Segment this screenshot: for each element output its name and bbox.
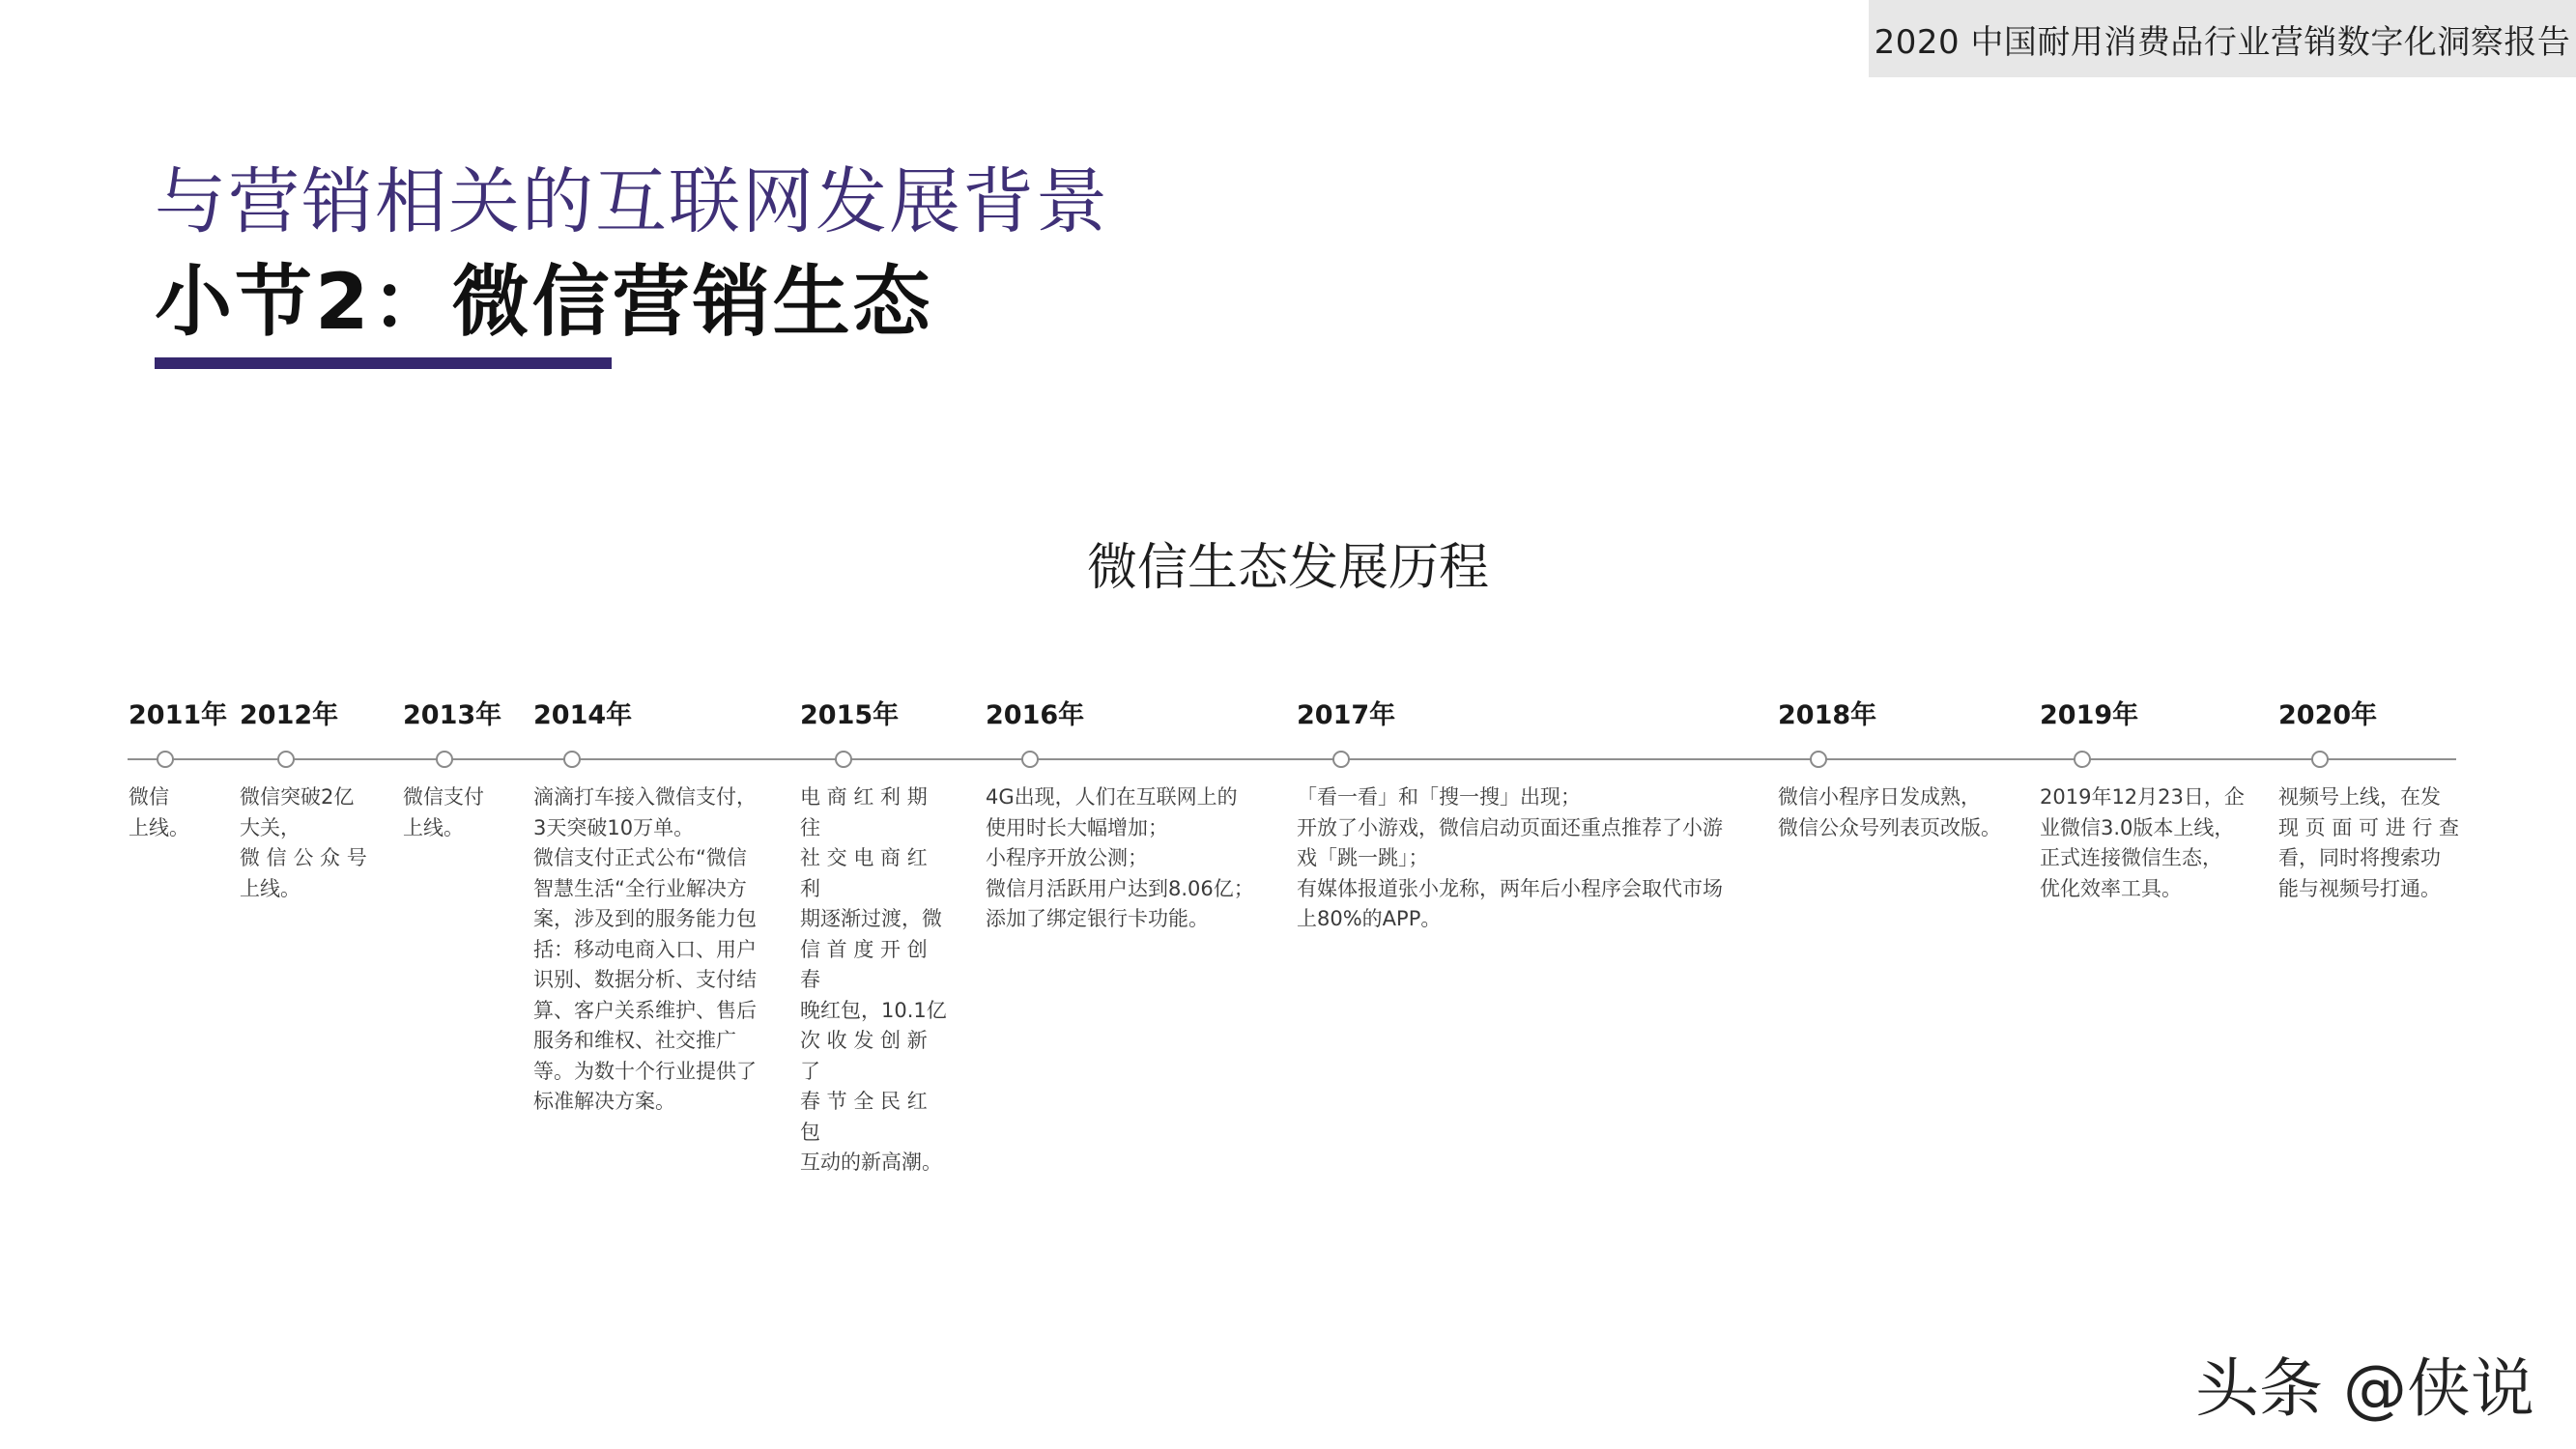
description-line: 期逐渐过渡，微 bbox=[800, 907, 942, 930]
description-line: 案，涉及到的服务能力包 bbox=[533, 907, 757, 930]
timeline-description bbox=[240, 782, 375, 904]
description-line: 正式连接微信生态， bbox=[2040, 846, 2222, 869]
description-line: 「看一看」和「搜一搜」出现； bbox=[1297, 785, 1581, 809]
description-line: 春 节 全 民 红 包 bbox=[800, 1090, 928, 1144]
timeline-year: 2020年 bbox=[2278, 700, 2378, 730]
description-line: 微信月活跃用户达到8.06亿； bbox=[986, 876, 1254, 900]
description-line: 服务和维权、社交推广 bbox=[533, 1029, 736, 1052]
description-line: 微信支付正式公布“微信 bbox=[533, 846, 747, 869]
description-line: 上80%的APP。 bbox=[1297, 907, 1442, 930]
description-line: 算、客户关系维护、售后 bbox=[533, 998, 757, 1022]
slide-subtitle: 与营销相关的互联网发展背景 bbox=[155, 160, 1109, 243]
description-line: 晚红包，10.1亿 bbox=[800, 998, 947, 1022]
description-line: 4G出现，人们在互联网上的 bbox=[986, 785, 1238, 809]
description-line: 信 首 度 开 创 春 bbox=[800, 937, 928, 991]
timeline-marker bbox=[157, 751, 174, 768]
description-line: 有媒体报道张小龙称，两年后小程序会取代市场 bbox=[1297, 876, 1723, 900]
report-title-badge bbox=[1869, 0, 2576, 77]
description-line: 使用时长大幅增加； bbox=[986, 815, 1168, 839]
timeline-marker bbox=[2311, 751, 2329, 768]
timeline-marker bbox=[277, 751, 295, 768]
timeline-description bbox=[800, 782, 950, 1179]
description-line: 微信小程序日发成熟， bbox=[1778, 785, 1981, 809]
timeline-marker bbox=[563, 751, 581, 768]
description-line: 业微信3.0版本上线， bbox=[2040, 815, 2235, 839]
slide-title: 小节2：微信营销生态 bbox=[155, 257, 933, 347]
description-line: 优化效率工具。 bbox=[2040, 876, 2182, 900]
description-line: 视频号上线，在发 bbox=[2278, 785, 2441, 809]
description-line: 小程序开放公测； bbox=[986, 846, 1148, 869]
description-line: 社 交 电 商 红 利 bbox=[800, 846, 928, 900]
timeline-title: 微信生态发展历程 bbox=[1086, 539, 1489, 597]
description-line: 能与视频号打通。 bbox=[2278, 876, 2441, 900]
report-title: 2020 中国耐用消费品行业营销数字化洞察报告 bbox=[1874, 22, 2571, 62]
description-line: 2019年12月23日，企 bbox=[2040, 785, 2245, 809]
timeline-marker bbox=[1810, 751, 1827, 768]
timeline-marker bbox=[2074, 751, 2091, 768]
timeline-description bbox=[986, 782, 1266, 935]
description-line: 大关， bbox=[240, 815, 301, 839]
description-line: 滴滴打车接入微信支付， bbox=[533, 785, 757, 809]
timeline-description bbox=[2278, 782, 2462, 904]
description-line: 智慧生活“全行业解决方 bbox=[533, 876, 747, 900]
timeline-description bbox=[129, 782, 196, 843]
timeline-year: 2014年 bbox=[533, 700, 633, 730]
description-line: 戏「跳一跳」； bbox=[1297, 846, 1429, 869]
timeline-marker bbox=[1332, 751, 1350, 768]
timeline-year: 2013年 bbox=[403, 700, 502, 730]
description-line: 上线。 bbox=[129, 815, 189, 839]
description-line: 开放了小游戏，微信启动页面还重点推荐了小游 bbox=[1297, 815, 1723, 839]
description-line: 微信 bbox=[129, 785, 169, 809]
timeline-year: 2019年 bbox=[2040, 700, 2139, 730]
description-line: 3天突破10万单。 bbox=[533, 815, 695, 839]
description-line: 括：移动电商入口、用户 bbox=[533, 937, 757, 961]
timeline-description bbox=[1778, 782, 2019, 843]
timeline-axis bbox=[128, 758, 2456, 760]
timeline-description bbox=[533, 782, 775, 1118]
description-line: 上线。 bbox=[240, 876, 301, 900]
timeline-marker bbox=[436, 751, 453, 768]
timeline-description bbox=[1297, 782, 1751, 935]
description-line: 看，同时将搜索功 bbox=[2278, 846, 2441, 869]
timeline-year: 2012年 bbox=[240, 700, 339, 730]
title-underline bbox=[155, 357, 612, 369]
description-line: 微信公众号列表页改版。 bbox=[1778, 815, 2001, 839]
description-line: 互动的新高潮。 bbox=[800, 1151, 942, 1174]
description-line: 添加了绑定银行卡功能。 bbox=[986, 907, 1209, 930]
timeline-description bbox=[2040, 782, 2247, 904]
timeline-year: 2016年 bbox=[986, 700, 1085, 730]
description-line: 微信支付 bbox=[403, 785, 484, 809]
timeline-marker bbox=[835, 751, 852, 768]
description-line: 等。为数十个行业提供了 bbox=[533, 1059, 757, 1083]
description-line: 次 收 发 创 新 了 bbox=[800, 1029, 928, 1083]
description-line: 现 页 面 可 进 行 查 bbox=[2278, 815, 2460, 839]
description-line: 识别、数据分析、支付结 bbox=[533, 968, 757, 991]
timeline-year: 2011年 bbox=[129, 700, 228, 730]
timeline-description bbox=[403, 782, 509, 843]
timeline-year: 2018年 bbox=[1778, 700, 1877, 730]
description-line: 标准解决方案。 bbox=[533, 1090, 675, 1113]
description-line: 上线。 bbox=[403, 815, 464, 839]
timeline-year: 2015年 bbox=[800, 700, 900, 730]
description-line: 微信突破2亿 bbox=[240, 785, 355, 809]
timeline-year: 2017年 bbox=[1297, 700, 1396, 730]
description-line: 电 商 红 利 期 往 bbox=[800, 785, 928, 839]
description-line: 微 信 公 众 号 bbox=[240, 846, 367, 869]
timeline-marker bbox=[1021, 751, 1039, 768]
watermark: 头条 @侠说 bbox=[2195, 1351, 2534, 1426]
